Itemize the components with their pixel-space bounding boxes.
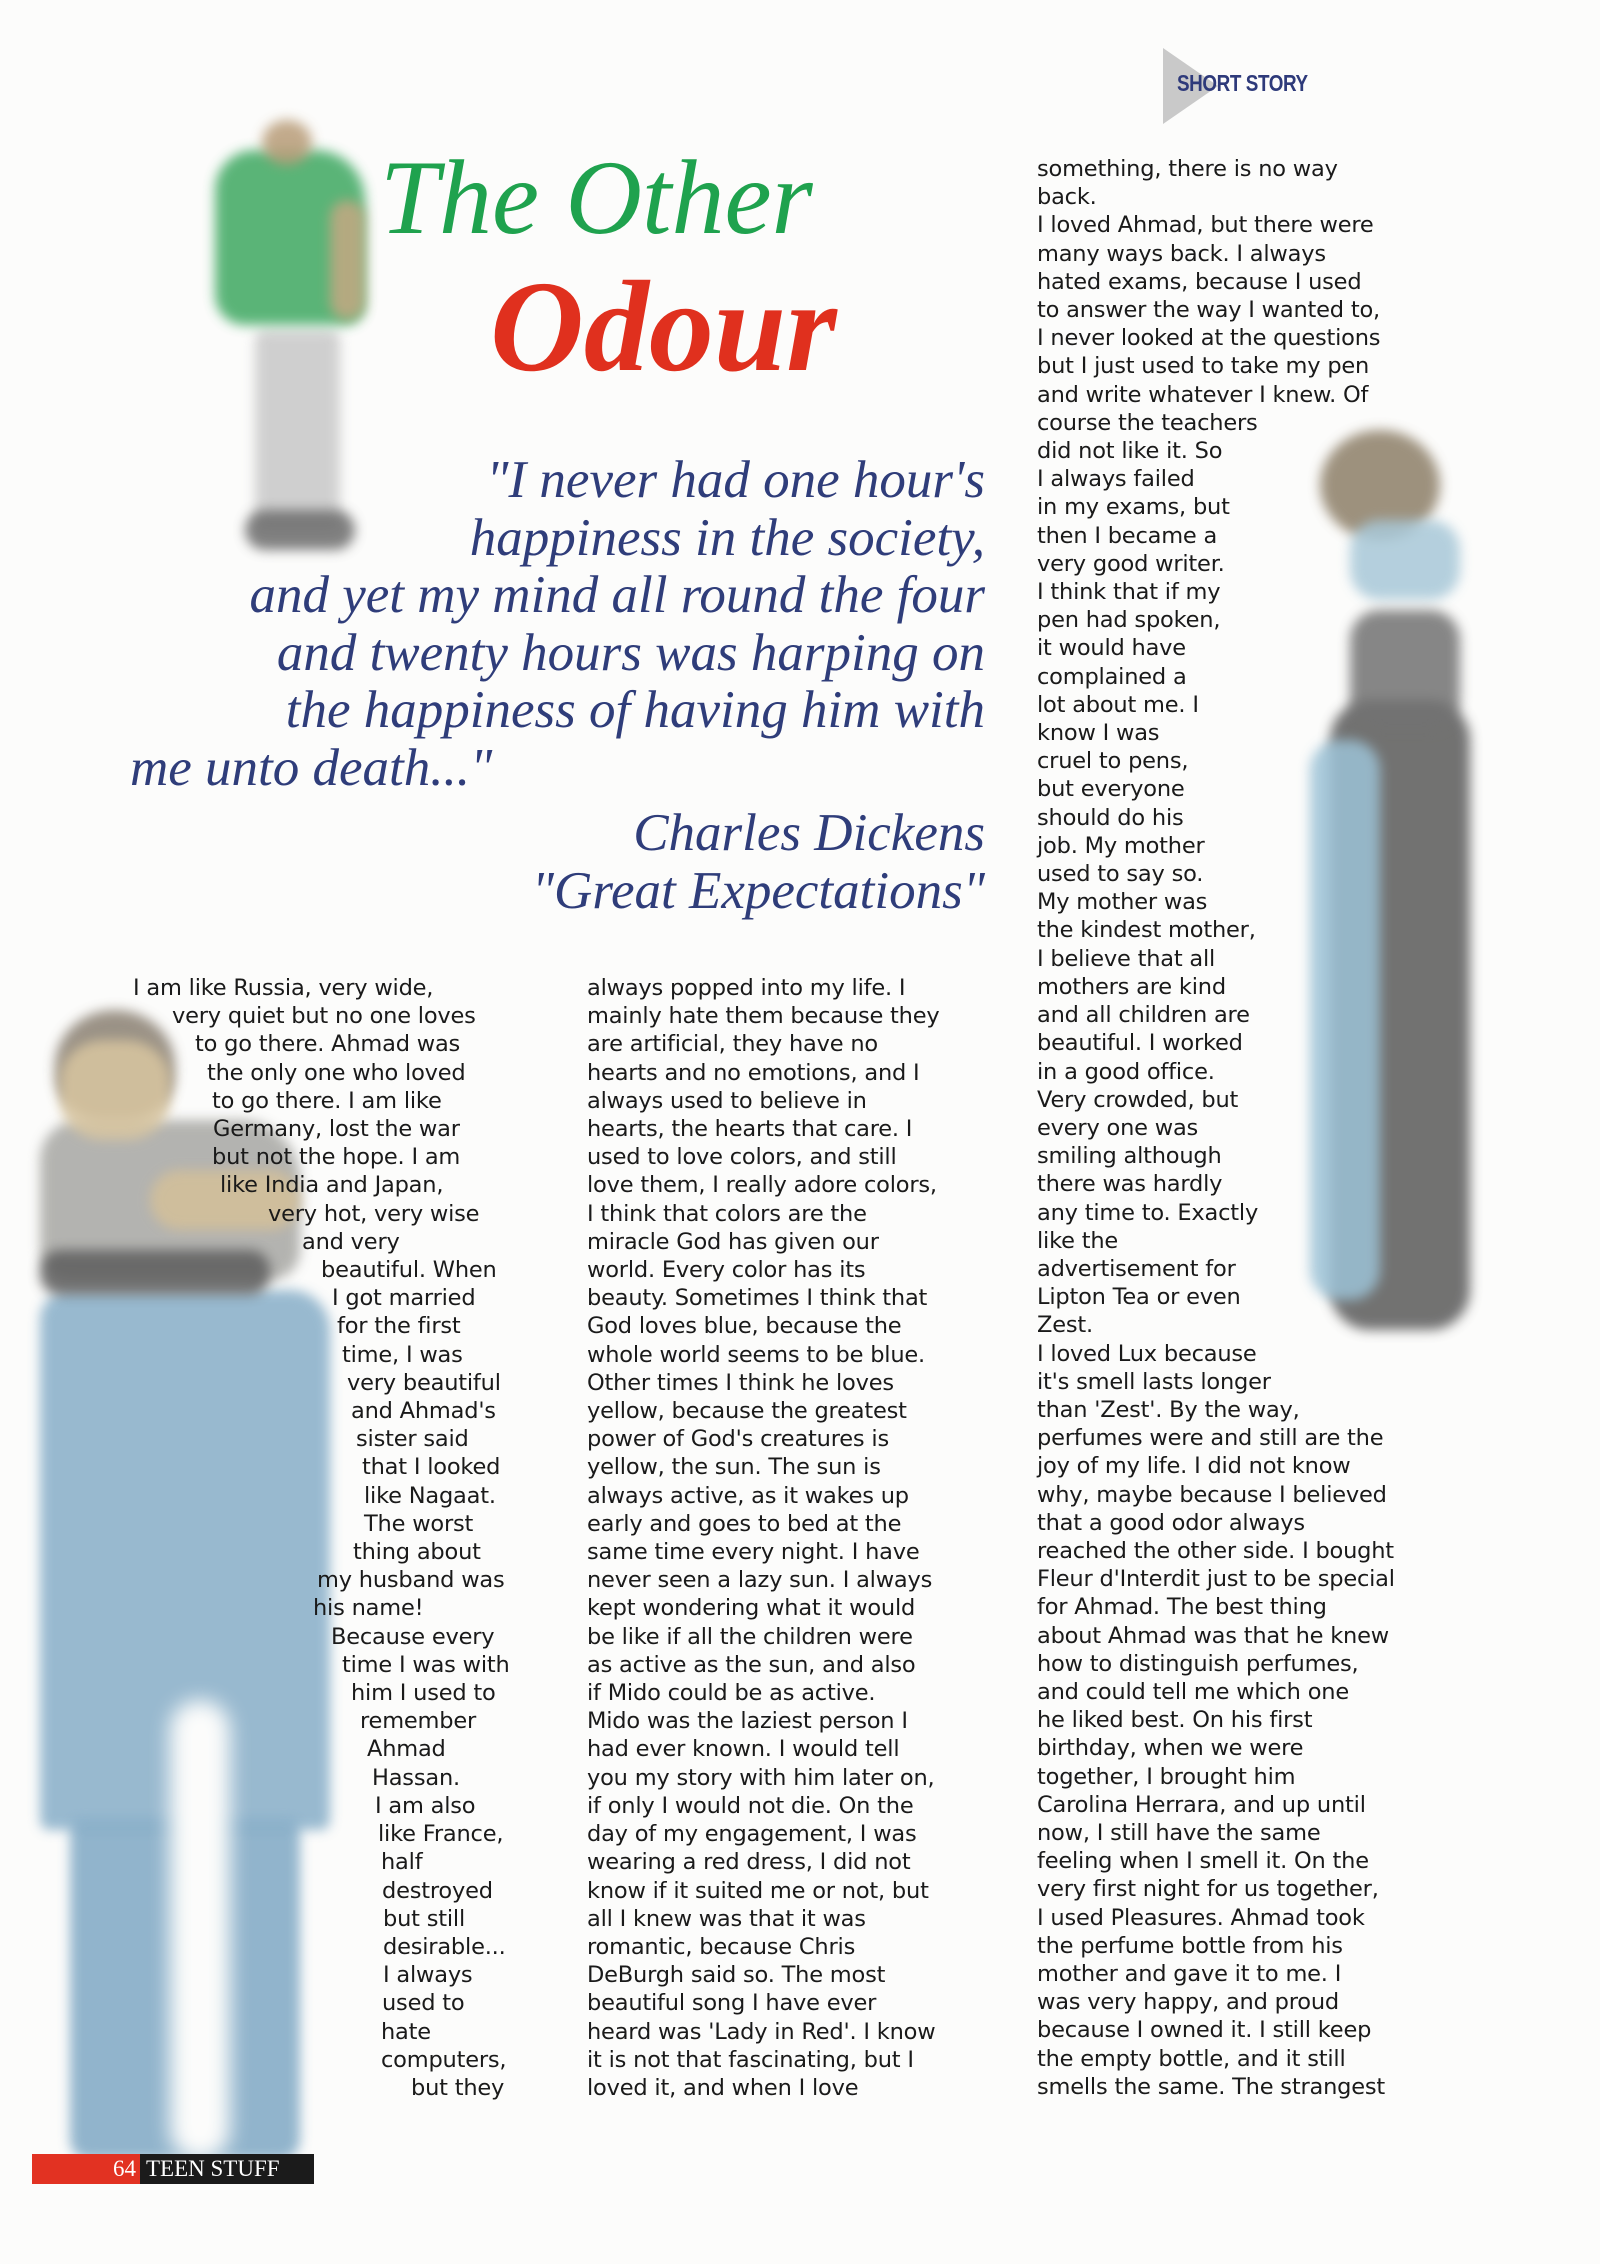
text-line: to answer the way I wanted to, [1037,297,1380,324]
text-line: did not like it. So [1037,438,1223,465]
text-line: early and goes to bed at the [587,1510,902,1537]
text-line: remember [360,1708,477,1735]
quote-line: and yet my mind all round the four [249,566,985,624]
text-line: if Mido could be as active. [587,1680,876,1707]
text-line: hearts, the hearts that care. I [587,1116,913,1143]
quote-line: the happiness of having him with [285,681,985,739]
text-line: destroyed [382,1877,493,1904]
text-line: but still [383,1905,466,1932]
text-line: reached the other side. I bought [1037,1537,1394,1564]
text-line: used to say so. [1037,861,1204,888]
text-line: yellow, the sun. The sun is [587,1454,881,1481]
text-line: beautiful song I have ever [587,1990,877,2017]
text-line: any time to. Exactly [1037,1199,1259,1226]
text-line: very good writer. [1037,550,1225,577]
text-line: very first night for us together, [1037,1876,1379,1903]
text-line: all I knew was that it was [587,1905,866,1932]
text-line: but they [411,2074,505,2101]
text-line: used to [382,1990,465,2017]
text-line: cruel to pens, [1037,748,1189,775]
text-line: my husband was [317,1567,505,1594]
text-line: it is not that fascinating, but I [587,2046,914,2073]
text-line: back. [1037,184,1097,211]
text-line: always popped into my life. I [587,975,906,1001]
text-line: perfumes were and still are the [1037,1425,1384,1452]
text-line: like Nagaat. [364,1482,496,1509]
text-line: that a good odor always [1037,1509,1305,1536]
text-line: now, I still have the same [1037,1819,1321,1846]
text-line: always active, as it wakes up [587,1482,909,1509]
text-line: should do his [1037,804,1184,831]
text-line: something, there is no way [1037,156,1338,182]
text-line: and all children are [1037,1002,1250,1029]
text-line: hearts and no emotions, and I [587,1059,920,1086]
text-line: the perfume bottle from his [1037,1932,1343,1959]
body-column-2 [587,974,1007,2102]
text-line: and very [302,1228,400,1255]
text-line: know if it suited me or not, but [587,1877,929,1904]
text-line: smells the same. The strangest [1037,2073,1386,2100]
text-line: Hassan. [372,1764,460,1791]
text-line: kept wondering what it would [587,1595,916,1622]
story-title-line-2: Odour [490,255,837,399]
text-line: time, I was [342,1341,463,1368]
text-line: I got married [332,1285,476,1312]
text-line: Mido was the laziest person I [587,1708,908,1735]
pull-quote [130,452,985,920]
text-line: but I just used to take my pen [1037,353,1370,380]
text-line: very quiet but no one loves [172,1003,476,1030]
text-line: to go there. I am like [212,1087,442,1114]
text-line: I believe that all [1037,945,1216,972]
text-line: very hot, very wise [268,1200,480,1227]
text-line: loved it, and when I love [587,2074,859,2101]
text-line: the only one who loved [207,1059,466,1086]
page-number: 64 [32,2154,140,2184]
text-line: I loved Lux because [1037,1340,1257,1367]
text-line: be like if all the children were [587,1623,913,1650]
text-line: know I was [1037,720,1160,747]
text-line: Carolina Herrara, and up until [1037,1791,1366,1818]
text-line: he liked best. On his first [1037,1707,1313,1734]
text-line: thing about [353,1539,481,1566]
text-line: about Ahmad was that he knew [1037,1622,1389,1649]
text-line: the empty bottle, and it still [1037,2045,1346,2072]
text-line: computers, [381,2046,507,2073]
text-line: and write whatever I knew. Of [1037,381,1369,408]
text-line: yellow, because the greatest [587,1398,907,1425]
text-line: if only I would not die. On the [587,1792,914,1819]
text-line: Ahmad [367,1736,446,1763]
text-line: half [381,1849,423,1876]
figure-head-shape [262,120,312,165]
body-column-1 [0,974,540,2102]
text-line: to go there. Ahmad was [195,1031,461,1058]
text-line: I am also [375,1792,476,1819]
text-line: hate [381,2018,431,2045]
text-line: whole world seems to be blue. [587,1341,925,1368]
text-line: many ways back. I always [1037,240,1326,267]
text-line: I never looked at the questions [1037,325,1381,352]
text-line: never seen a lazy sun. I always [587,1567,933,1594]
text-line: the kindest mother, [1037,917,1256,944]
text-line: in my exams, but [1037,494,1230,521]
figure-arm-shape [330,200,365,320]
text-line: smiling although [1037,1143,1222,1170]
text-line: for the first [337,1313,461,1340]
text-line: Other times I think he loves [587,1369,894,1396]
text-line: I always failed [1037,466,1195,493]
text-line: and could tell me which one [1037,1678,1349,1705]
text-line: there was hardly [1037,1171,1223,1198]
text-line: in a good office. [1037,1058,1215,1085]
text-line: miracle God has given our [587,1228,879,1255]
text-line: My mother was [1037,889,1208,916]
text-line: it would have [1037,635,1186,662]
text-line: feeling when I smell it. On the [1037,1848,1369,1875]
section-tag-label: SHORT STORY [1177,70,1308,96]
text-line: I used Pleasures. Ahmad took [1037,1904,1365,1931]
text-line: it's smell lasts longer [1037,1368,1271,1395]
text-line: why, maybe because I believed [1037,1481,1387,1508]
text-line: Fleur d'Interdit just to be special [1037,1566,1395,1593]
text-line: I think that colors are the [587,1200,867,1227]
text-line: I loved Ahmad, but there were [1037,212,1374,239]
text-line: joy of my life. I did not know [1037,1453,1351,1480]
quote-author: Charles Dickens [633,804,985,862]
text-line: are artificial, they have no [587,1031,878,1058]
text-line: mother and gave it to me. I [1037,1961,1342,1987]
text-line: but everyone [1037,776,1185,803]
body-column-3 [1037,155,1457,2101]
text-line: beauty. Sometimes I think that [587,1285,928,1312]
text-line: for Ahmad. The best thing [1037,1594,1327,1621]
text-line: wearing a red dress, I did not [587,1849,911,1876]
text-line: as active as the sun, and also [587,1651,916,1678]
text-line: like France, [378,1821,504,1848]
text-line: was very happy, and proud [1037,1989,1340,2016]
text-line: him I used to [351,1680,496,1707]
text-line: romantic, because Chris [587,1933,856,1960]
text-line: hated exams, because I used [1037,268,1362,295]
text-line: like India and Japan, [220,1172,444,1199]
quote-line: happiness in the society, [469,508,985,567]
text-line: The worst [364,1510,474,1537]
quote-source-work: "Great Expectations" [531,861,985,920]
text-line: then I became a [1037,522,1218,549]
text-line: course the teachers [1037,409,1258,436]
text-line: advertisement for [1037,1255,1236,1282]
text-line: beautiful. I worked [1037,1030,1243,1057]
text-line: but not the hope. I am [212,1144,461,1171]
text-line: world. Every color has its [587,1257,866,1284]
text-line: Because every [331,1623,495,1650]
text-line: love them, I really adore colors, [587,1172,937,1199]
text-line: I think that if my [1037,579,1221,606]
text-line: Lipton Tea or even [1037,1284,1241,1311]
text-line: lot about me. I [1037,691,1199,718]
text-line: mothers are kind [1037,973,1226,1000]
text-line: always used to believe in [587,1087,867,1114]
text-line: complained a [1037,663,1187,690]
text-line: beautiful. When [321,1257,497,1284]
text-line: same time every night. I have [587,1539,920,1566]
text-line: you my story with him later on, [587,1764,935,1791]
text-line: used to love colors, and still [587,1144,897,1171]
text-line: Germany, lost the war [213,1116,460,1143]
magazine-name: TEEN STUFF [140,2154,314,2184]
text-line: day of my engagement, I was [587,1821,917,1848]
text-line: I am like Russia, very wide, [133,975,434,1001]
text-line: very beautiful [347,1369,501,1396]
text-line: birthday, when we were [1037,1735,1304,1762]
text-line: time I was with [342,1651,510,1678]
quote-line: "I never had one hour's [486,451,985,509]
text-line: desirable... [383,1933,506,1960]
text-line: Zest. [1037,1312,1093,1339]
text-line: I always [383,1962,473,1989]
quote-line: and twenty hours was harping on [276,623,985,682]
text-line: God loves blue, because the [587,1313,902,1340]
text-line: pen had spoken, [1037,607,1221,634]
text-line: every one was [1037,1114,1199,1141]
text-line: Very crowded, but [1037,1086,1239,1113]
story-title-line-1: The Other [380,139,813,256]
text-line: mainly hate them because they [587,1003,940,1030]
text-line: because I owned it. I still keep [1037,2017,1372,2044]
quote-line: me unto death..." [130,738,493,797]
text-line: how to distinguish perfumes, [1037,1650,1359,1677]
text-line: had ever known. I would tell [587,1736,900,1763]
text-line: his name! [313,1595,424,1622]
text-line: that I looked [362,1454,501,1481]
text-line: DeBurgh said so. The most [587,1962,886,1989]
text-line: power of God's creatures is [587,1426,889,1453]
text-line: than 'Zest'. By the way, [1037,1396,1300,1423]
text-line: together, I brought him [1037,1763,1296,1790]
text-line: like the [1037,1227,1119,1254]
text-line: sister said [356,1426,469,1453]
text-line: and Ahmad's [351,1398,496,1425]
text-line: heard was 'Lady in Red'. I know [587,2018,936,2045]
text-line: job. My mother [1037,832,1205,859]
